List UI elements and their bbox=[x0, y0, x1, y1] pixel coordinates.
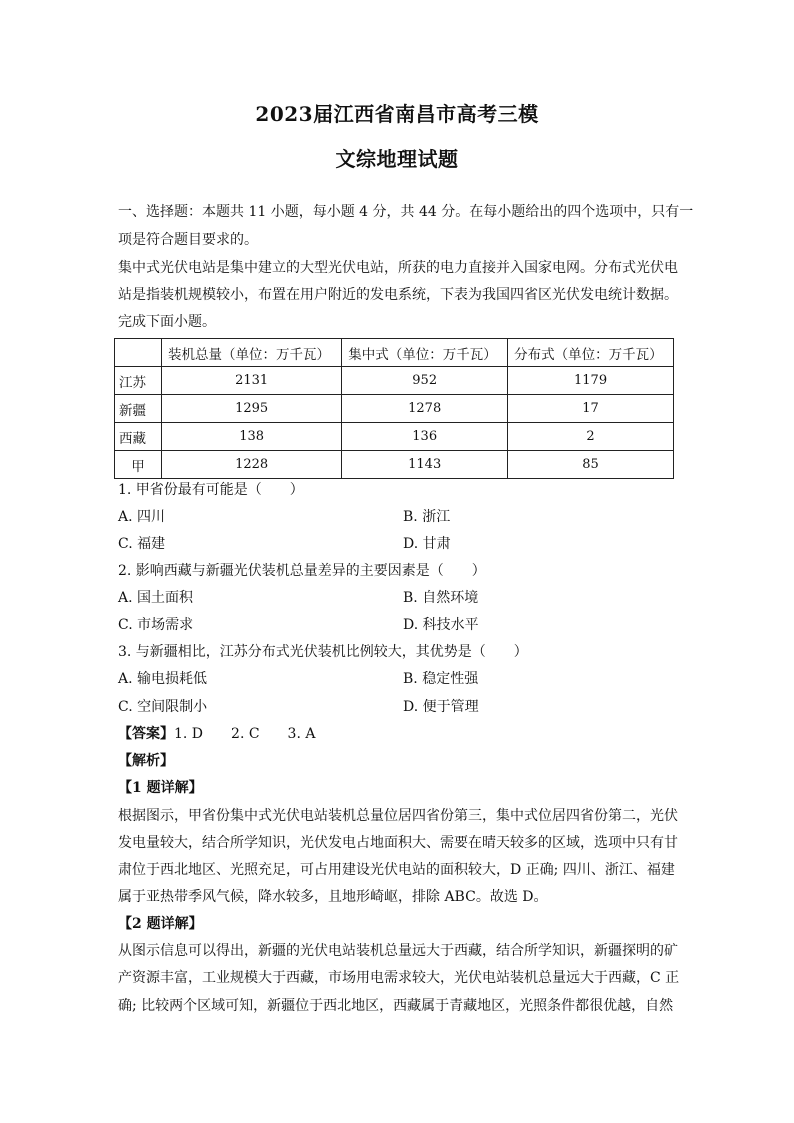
q2-detail-line-3: 确; 比较两个区域可知，新疆位于西北地区，西藏属于青藏地区，光照条件都很优越，自然 bbox=[118, 998, 674, 1014]
q1-detail-line-4: 属于亚热带季风气候，降水较多，且地形崎岖，排除 ABC。故选 D。 bbox=[118, 889, 548, 905]
question-1-stem: 1. 甲省份最有可能是（ ） bbox=[118, 482, 304, 498]
answer-text: 1. D 2. C 3. A bbox=[174, 726, 316, 742]
analysis-label: 【解析】 bbox=[118, 753, 174, 769]
question-2-option-a[interactable]: A. 国土面积 bbox=[118, 590, 194, 606]
question-2-option-d[interactable]: D. 科技水平 bbox=[403, 617, 479, 633]
q1-detail-line-2: 发电量较大，结合所学知识，光伏发电占地面积大、需要在晴天较多的区域，选项中只有甘 bbox=[118, 835, 678, 851]
passage-line-2: 站是指装机规模较小，布置在用户附近的发电系统，下表为我国四省区光伏发电统计数据。 bbox=[118, 287, 678, 303]
question-1-option-b[interactable]: B. 浙江 bbox=[403, 509, 451, 525]
table-header-cell: 集中式（单位：万千瓦） bbox=[342, 339, 508, 367]
table-header-cell: 装机总量（单位：万千瓦） bbox=[162, 339, 342, 367]
question-3-option-a[interactable]: A. 输电损耗低 bbox=[118, 671, 208, 687]
document-title: 2023届江西省南昌市高考三模 bbox=[255, 102, 539, 126]
table-header-cell: 分布式（单位：万千瓦） bbox=[508, 339, 674, 367]
q2-detail-line-2: 产资源丰富，工业规模大于西藏，市场用电需求较大，光伏电站装机总量远大于西藏，C 正 bbox=[118, 970, 680, 986]
table-cell: 1179 bbox=[508, 367, 674, 395]
table-cell: 1295 bbox=[162, 395, 342, 423]
table-cell: 17 bbox=[508, 395, 674, 423]
table-row bbox=[115, 423, 674, 451]
question-1-option-c[interactable]: C. 福建 bbox=[118, 536, 166, 552]
table-cell: 1143 bbox=[342, 451, 508, 479]
answer-line bbox=[118, 724, 678, 744]
solar-data-table bbox=[114, 338, 674, 479]
table-cell: 85 bbox=[508, 451, 674, 479]
question-3-option-b[interactable]: B. 稳定性强 bbox=[403, 671, 479, 687]
q1-detail-line-3: 肃位于西北地区、光照充足，可占用建设光伏电站的面积较大，D 正确; 四川、浙江、福建 bbox=[118, 862, 675, 878]
question-1-option-d[interactable]: D. 甘肃 bbox=[403, 536, 451, 552]
table-cell: 2131 bbox=[162, 367, 342, 395]
answer-label: 【答案】 bbox=[118, 726, 174, 742]
table-row bbox=[115, 367, 674, 395]
question-1-option-a[interactable]: A. 四川 bbox=[118, 509, 166, 525]
table-row-label: 西藏 bbox=[115, 423, 162, 451]
table-cell: 1228 bbox=[162, 451, 342, 479]
table-header-row bbox=[115, 339, 674, 367]
question-2-option-b[interactable]: B. 自然环境 bbox=[403, 590, 479, 606]
table-header-cell bbox=[115, 339, 162, 367]
passage-line-1: 集中式光伏电站是集中建立的大型光伏电站，所获的电力直接并入国家电网。分布式光伏电 bbox=[118, 260, 678, 276]
table-cell: 2 bbox=[508, 423, 674, 451]
table-cell: 1278 bbox=[342, 395, 508, 423]
table-row bbox=[115, 395, 674, 423]
intro-line-2: 项是符合题目要求的。 bbox=[118, 232, 258, 248]
table-cell: 952 bbox=[342, 367, 508, 395]
question-3-option-c[interactable]: C. 空间限制小 bbox=[118, 699, 208, 715]
table-row-label: 甲 bbox=[115, 451, 162, 479]
table-row bbox=[115, 451, 674, 479]
q2-detail-label: 【2 题详解】 bbox=[118, 916, 203, 932]
q1-detail-line-1: 根据图示，甲省份集中式光伏电站装机总量位居四省份第三，集中式位居四省份第二，光伏 bbox=[118, 808, 678, 824]
passage-line-3: 完成下面小题。 bbox=[118, 314, 216, 330]
intro-line-1: 一、选择题：本题共 11 小题，每小题 4 分，共 44 分。在每小题给出的四个选项中，只有一 bbox=[118, 204, 694, 220]
table-row-label: 江苏 bbox=[115, 367, 162, 395]
question-3-stem: 3. 与新疆相比，江苏分布式光伏装机比例较大，其优势是（ ） bbox=[118, 644, 528, 660]
table-row-label: 新疆 bbox=[115, 395, 162, 423]
table-cell: 136 bbox=[342, 423, 508, 451]
question-3-option-d[interactable]: D. 便于管理 bbox=[403, 699, 479, 715]
q2-detail-line-1: 从图示信息可以得出，新疆的光伏电站装机总量远大于西藏，结合所学知识，新疆探明的矿 bbox=[118, 943, 678, 959]
document-subtitle: 文综地理试题 bbox=[335, 147, 459, 171]
table-cell: 138 bbox=[162, 423, 342, 451]
q1-detail-label: 【1 题详解】 bbox=[118, 780, 203, 796]
question-2-option-c[interactable]: C. 市场需求 bbox=[118, 617, 194, 633]
question-2-stem: 2. 影响西藏与新疆光伏装机总量差异的主要因素是（ ） bbox=[118, 563, 486, 579]
